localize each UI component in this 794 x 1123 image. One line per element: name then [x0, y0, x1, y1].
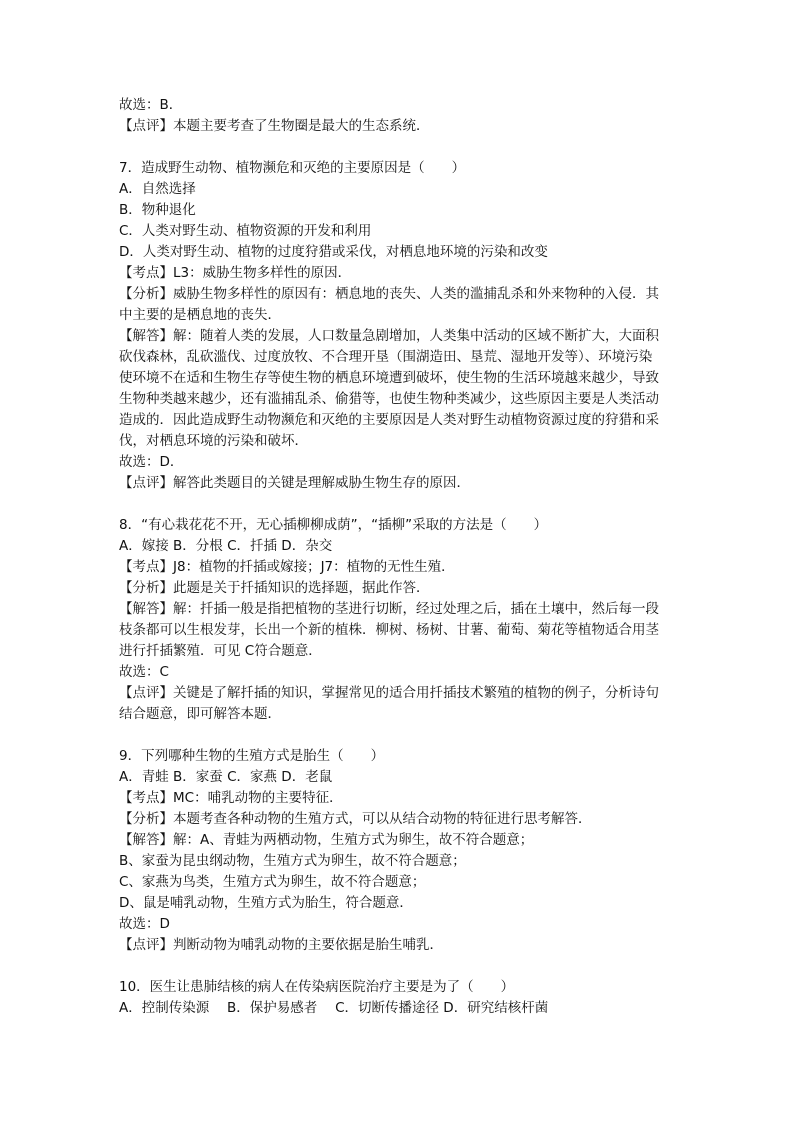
question-7-option-b: B．物种退化	[119, 202, 196, 218]
question-7-comment: 【点评】解答此类题目的关键是理解威胁生物生存的原因．	[119, 475, 470, 491]
question-8-solution: 枝条都可以生根发芽，长出一个新的植株．柳树、杨树、甘薯、葡萄、菊花等植物适合用茎	[119, 622, 659, 638]
question-7-solution: 造成的．因此造成野生动物濒危和灭绝的主要原因是人类对野生动植物资源过度的狩猎和采	[119, 412, 659, 428]
question-8-solution: 【解答】解：扦插一般是指把植物的茎进行切断，经过处理之后，插在土壤中，然后每一段	[119, 601, 659, 617]
question-7-solution: 砍伐森林，乱砍滥伐、过度放牧、不合理开垦（围湖造田、垦荒、湿地开发等）、环境污染	[119, 349, 653, 365]
question-7-solution: 使环境不在适和生物生存等使生物的栖息环境遭到破坏，使生物的生活环境越来越少，导致	[119, 370, 659, 386]
question-9-solution: C、家燕为鸟类，生殖方式为卵生，故不符合题意；	[119, 874, 426, 890]
question-8-point: 【考点】J8：植物的扦插或嫁接；J7：植物的无性生殖．	[119, 559, 455, 575]
question-7-analysis: 【分析】威胁生物多样性的原因有：栖息地的丧失、人类的滥捕乱杀和外来物种的入侵．其	[119, 286, 659, 302]
question-7-analysis: 中主要的是栖息地的丧失．	[119, 307, 281, 323]
question-9-stem: 9．下列哪种生物的生殖方式是胎生（ ）	[119, 748, 385, 764]
question-9-comment: 【点评】判断动物为哺乳动物的主要依据是胎生哺乳．	[119, 937, 443, 953]
question-9-options: A．青蛙 B．家蚕 C．家燕 D．老鼠	[119, 769, 333, 785]
question-7-solution: 【解答】解：随着人类的发展，人口数量急剧增加，人类集中活动的区域不断扩大，大面积	[119, 328, 659, 344]
question-8-stem: 8．“有心栽花花不开，无心插柳柳成荫”，“插柳”采取的方法是（ ）	[119, 517, 548, 533]
question-10-stem: 10．医生让患肺结核的病人在传染病医院治疗主要是为了（ ）	[119, 979, 515, 995]
question-9-analysis: 【分析】本题考查各种动物的生殖方式，可以从结合动物的特征进行思考解答．	[119, 811, 592, 827]
question-7-stem: 7．造成野生动物、植物濒危和灭绝的主要原因是（ ）	[119, 160, 466, 176]
question-7-solution: 生物种类越来越少，还有滥捕乱杀、偷猎等，也使生物种类减少，这些原因主要是人类活动	[119, 391, 659, 407]
question-8-solution: 进行扦插繁殖．可见 C符合题意．	[119, 643, 322, 659]
question-7-option-c: C．人类对野生动、植物资源的开发和利用	[119, 223, 372, 239]
question-8-options: A．嫁接 B．分根 C．扦插 D．杂交	[119, 538, 333, 554]
question-9-solution: D、鼠是哺乳动物，生殖方式为胎生，符合题意．	[119, 895, 413, 911]
question-7-point: 【考点】L3：威胁生物多样性的原因．	[119, 265, 352, 281]
question-8-comment: 【点评】关键是了解扦插的知识，掌握常见的适合用扦插技术繁殖的植物的例子，分析诗句	[119, 685, 659, 701]
question-8-analysis: 【分析】此题是关于扦插知识的选择题，据此作答．	[119, 580, 430, 596]
question-8-answer: 故选：C	[119, 664, 169, 680]
question-7-option-d: D．人类对野生动、植物的过度狩猎或采伐，对栖息地环境的污染和改变	[119, 244, 548, 260]
question-8-comment: 结合题意，即可解答本题．	[119, 706, 281, 722]
question-9-solution: 【解答】解：A、青蛙为两栖动物，生殖方式为卵生，故不符合题意；	[119, 832, 534, 848]
question-7-answer: 故选：D．	[119, 454, 184, 470]
question-10-options: A．控制传染源 B．保护易感者 C．切断传播途径 D．研究结核杆菌	[119, 1000, 549, 1016]
comment-line: 【点评】本题主要考查了生物圈是最大的生态系统．	[119, 118, 430, 134]
question-9-solution: B、家蚕为昆虫纲动物，生殖方式为卵生，故不符合题意；	[119, 853, 466, 869]
question-9-point: 【考点】MC：哺乳动物的主要特征．	[119, 790, 343, 806]
question-9-answer: 故选：D	[119, 916, 170, 932]
question-7-solution: 伐，对栖息环境的污染和破坏．	[119, 433, 308, 449]
answer-line: 故选：B．	[119, 97, 183, 113]
question-7-option-a: A．自然选择	[119, 181, 196, 197]
